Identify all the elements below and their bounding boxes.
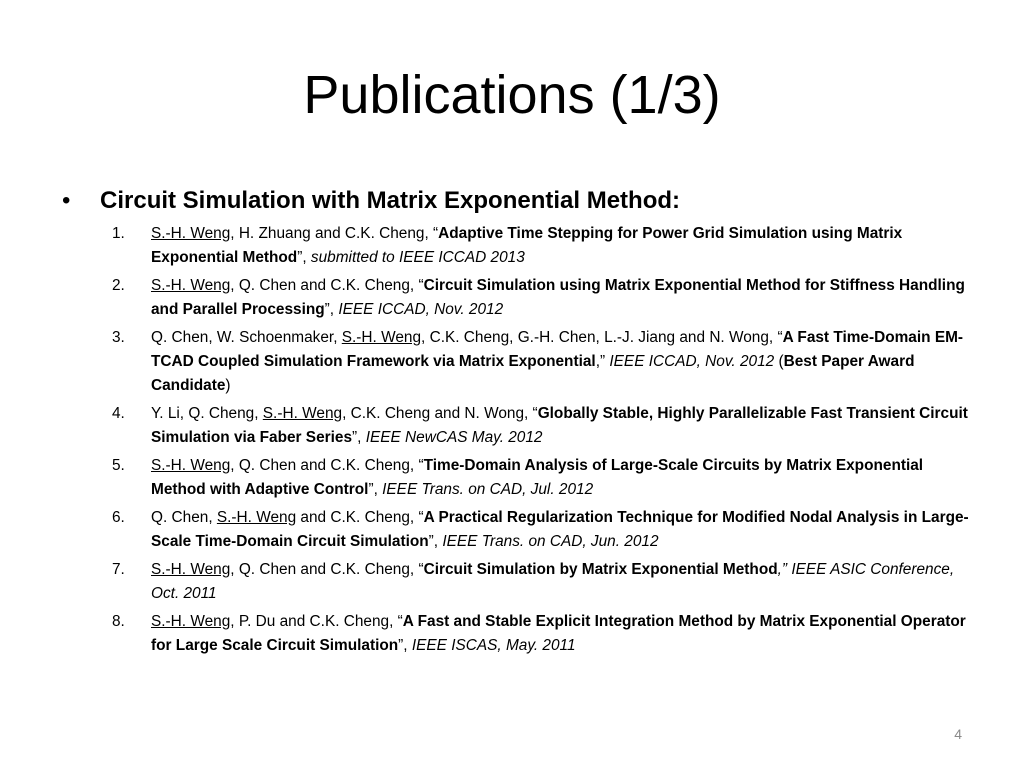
authors-after: , C.K. Cheng, G.-H. Chen, L.-J. Jiang and N. Wong, “	[421, 329, 783, 346]
authors-after: , H. Zhuang and C.K. Cheng, “	[230, 225, 439, 242]
publication-item	[0, 222, 1024, 270]
highlighted-author: S.-H. Weng	[216, 509, 297, 526]
venue: IEEE Trans. on CAD, Jun. 2012	[442, 533, 659, 550]
authors-after: , Q. Chen and C.K. Cheng, “	[230, 561, 424, 578]
venue: IEEE ISCAS, May. 2011	[411, 637, 576, 654]
publication-citation	[151, 326, 969, 398]
title-separator: ”,	[324, 301, 339, 318]
authors-after: , Q. Chen and C.K. Cheng, “	[230, 457, 424, 474]
authors-before: Y. Li, Q. Cheng,	[151, 405, 263, 422]
paper-title: Adaptive Time Stepping for Power Grid Simulation using Matrix Exponential Method	[151, 225, 903, 266]
authors-after: , C.K. Cheng and N. Wong, “	[342, 405, 538, 422]
publication-list	[0, 222, 1024, 662]
paper-title: Circuit Simulation using Matrix Exponential Method for Stiffness Handling and Parallel Processing	[151, 277, 965, 318]
bullet-icon: •	[62, 187, 71, 214]
publication-citation	[151, 610, 969, 658]
publication-item	[0, 454, 1024, 502]
award-close: )	[225, 377, 231, 394]
title-separator: ”,	[352, 429, 366, 446]
venue: IEEE ICCAD, Nov. 2012	[609, 353, 775, 370]
venue: IEEE Trans. on CAD, Jul. 2012	[382, 481, 594, 498]
highlighted-author: S.-H. Weng	[341, 329, 422, 346]
publication-number: 4.	[112, 405, 125, 422]
publication-item	[0, 610, 1024, 658]
title-separator: ”,	[428, 533, 443, 550]
highlighted-author: S.-H. Weng	[262, 405, 343, 422]
publication-item	[0, 558, 1024, 606]
title-separator: ,”	[595, 353, 610, 370]
title-separator: ,”	[777, 561, 792, 578]
publication-number: 7.	[112, 561, 125, 578]
publication-citation	[151, 402, 969, 450]
paper-title: Circuit Simulation by Matrix Exponential Method	[423, 561, 778, 578]
publication-number: 8.	[112, 613, 125, 630]
highlighted-author: S.-H. Weng	[151, 457, 231, 474]
highlighted-author: S.-H. Weng	[151, 613, 231, 630]
authors-after: , Q. Chen and C.K. Cheng, “	[230, 277, 424, 294]
publication-citation	[151, 506, 969, 554]
title-separator: ”,	[297, 249, 311, 266]
paper-title: A Fast Time-Domain EM-TCAD Coupled Simulation Framework via Matrix Exponential	[151, 329, 964, 370]
slide-page-number: 4	[954, 726, 962, 742]
publication-citation	[151, 558, 969, 606]
publication-citation	[151, 454, 969, 502]
venue: IEEE ASIC Conference, Oct. 2011	[151, 561, 955, 602]
authors-before: Q. Chen,	[151, 509, 217, 526]
publication-number: 5.	[112, 457, 125, 474]
award-open: (	[774, 353, 784, 370]
venue: IEEE NewCAS May. 2012	[365, 429, 543, 446]
authors-after: , P. Du and C.K. Cheng, “	[230, 613, 403, 630]
award-label: Best Paper Award Candidate	[151, 353, 915, 394]
venue: submitted to IEEE ICCAD 2013	[310, 249, 525, 266]
publication-citation	[151, 274, 969, 322]
publication-item	[0, 274, 1024, 322]
paper-title: A Fast and Stable Explicit Integration Method by Matrix Exponential Operator for Large Scale Circuit Simulation	[151, 613, 966, 654]
publication-number: 2.	[112, 277, 125, 294]
paper-title: Time-Domain Analysis of Large-Scale Circuits by Matrix Exponential Method with Adaptive Control	[151, 457, 924, 498]
venue: IEEE ICCAD, Nov. 2012	[338, 301, 504, 318]
paper-title: A Practical Regularization Technique for Modified Nodal Analysis in Large-Scale Time-Domain Circuit Simulation	[151, 509, 969, 550]
paper-title: Globally Stable, Highly Parallelizable Fast Transient Circuit Simulation via Faber Series	[151, 405, 968, 446]
section-heading: Circuit Simulation with Matrix Exponential Method:	[100, 187, 681, 214]
highlighted-author: S.-H. Weng	[151, 561, 231, 578]
publication-item	[0, 402, 1024, 450]
title-separator: ”,	[398, 637, 412, 654]
highlighted-author: S.-H. Weng	[151, 225, 231, 242]
publication-item	[0, 506, 1024, 554]
authors-before: Q. Chen, W. Schoenmaker,	[151, 329, 342, 346]
title-separator: ”,	[368, 481, 383, 498]
authors-after: and C.K. Cheng, “	[296, 509, 424, 526]
publication-item	[0, 326, 1024, 398]
highlighted-author: S.-H. Weng	[151, 277, 231, 294]
slide-title: Publications (1/3)	[303, 65, 721, 125]
publication-number: 1.	[112, 225, 125, 242]
publication-number: 3.	[112, 329, 125, 346]
publication-number: 6.	[112, 509, 125, 526]
publication-citation	[151, 222, 969, 270]
